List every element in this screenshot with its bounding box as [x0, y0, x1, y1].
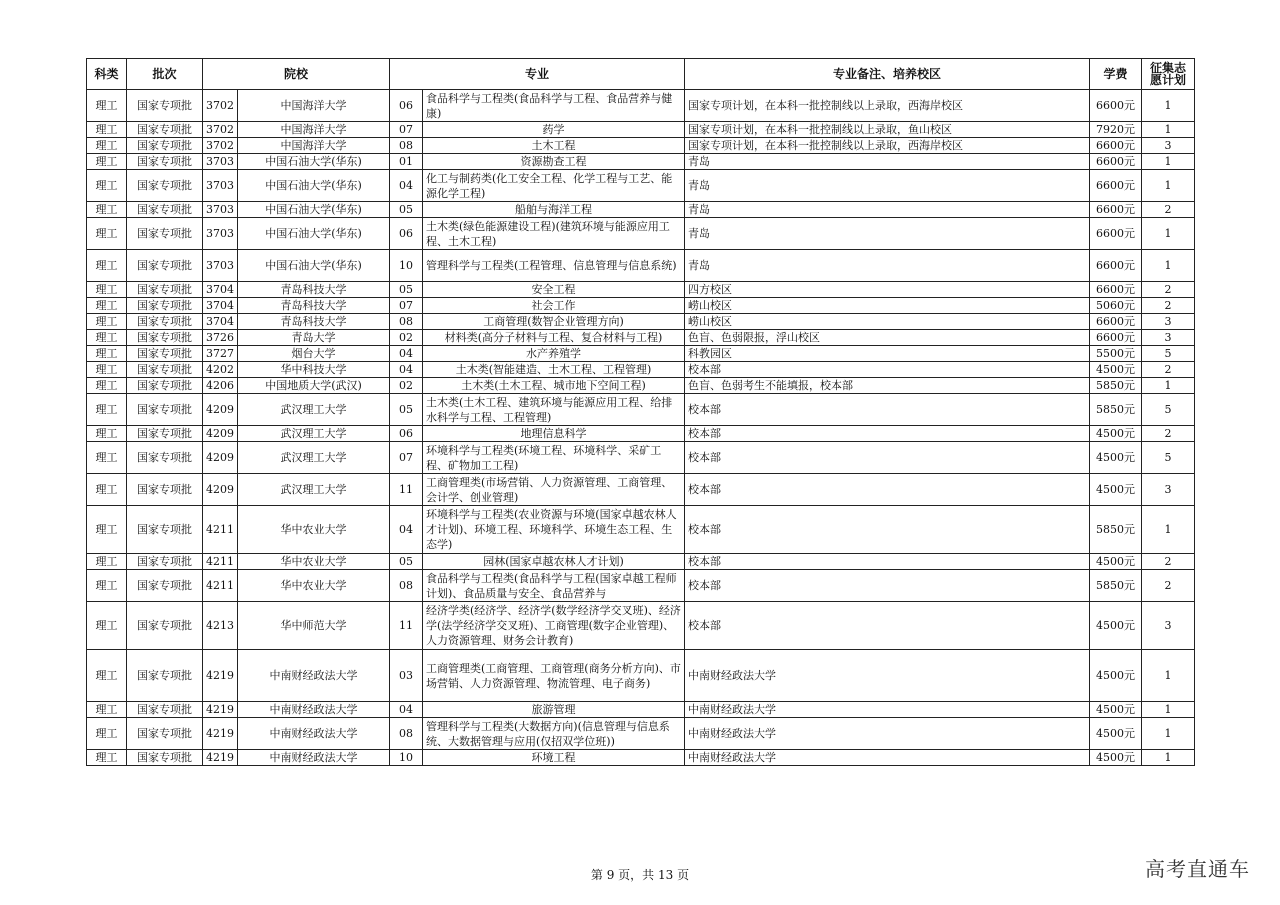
cell-major: 土木类(绿色能源建设工程)(建筑环境与能源应用工程、土木工程) — [423, 218, 685, 250]
cell-major-code: 06 — [390, 426, 423, 442]
cell-school-code: 4209 — [203, 474, 238, 506]
cell-school-code: 4219 — [203, 650, 238, 702]
cell-school: 中南财经政法大学 — [238, 702, 390, 718]
cell-category: 理工 — [87, 122, 127, 138]
table-row — [87, 218, 1195, 250]
cell-major: 土木类(土木工程、城市地下空间工程) — [423, 378, 685, 394]
cell-plan: 1 — [1142, 90, 1195, 122]
cell-fee: 5060元 — [1090, 298, 1142, 314]
table-row — [87, 602, 1195, 650]
table-row — [87, 298, 1195, 314]
cell-school: 华中农业大学 — [238, 570, 390, 602]
cell-plan: 2 — [1142, 570, 1195, 602]
cell-school: 中国海洋大学 — [238, 138, 390, 154]
cell-school-code: 3702 — [203, 122, 238, 138]
cell-batch: 国家专项批 — [127, 602, 203, 650]
cell-major: 食品科学与工程类(食品科学与工程、食品营养与健康) — [423, 90, 685, 122]
cell-batch: 国家专项批 — [127, 250, 203, 282]
cell-school-code: 3704 — [203, 282, 238, 298]
cell-major: 药学 — [423, 122, 685, 138]
cell-school-code: 3704 — [203, 314, 238, 330]
cell-school: 武汉理工大学 — [238, 394, 390, 426]
header-category: 科类 — [87, 59, 127, 90]
cell-major: 环境科学与工程类(环境工程、环境科学、采矿工程、矿物加工工程) — [423, 442, 685, 474]
table-row — [87, 426, 1195, 442]
cell-batch: 国家专项批 — [127, 442, 203, 474]
cell-batch: 国家专项批 — [127, 718, 203, 750]
cell-fee: 4500元 — [1090, 554, 1142, 570]
cell-major: 管理科学与工程类(工程管理、信息管理与信息系统) — [423, 250, 685, 282]
cell-school: 华中农业大学 — [238, 554, 390, 570]
cell-batch: 国家专项批 — [127, 154, 203, 170]
cell-category: 理工 — [87, 250, 127, 282]
table-header-row — [87, 59, 1195, 90]
cell-school: 青岛科技大学 — [238, 298, 390, 314]
cell-category: 理工 — [87, 90, 127, 122]
cell-batch: 国家专项批 — [127, 298, 203, 314]
cell-major-code: 04 — [390, 346, 423, 362]
cell-plan: 1 — [1142, 218, 1195, 250]
cell-batch: 国家专项批 — [127, 750, 203, 766]
cell-major: 资源勘查工程 — [423, 154, 685, 170]
cell-notes: 崂山校区 — [685, 314, 1090, 330]
cell-major: 工商管理(数智企业管理方向) — [423, 314, 685, 330]
cell-major-code: 06 — [390, 218, 423, 250]
cell-major: 土木类(智能建造、土木工程、工程管理) — [423, 362, 685, 378]
table-row — [87, 394, 1195, 426]
header-batch: 批次 — [127, 59, 203, 90]
cell-fee: 6600元 — [1090, 330, 1142, 346]
cell-school-code: 4219 — [203, 750, 238, 766]
cell-fee: 4500元 — [1090, 474, 1142, 506]
cell-category: 理工 — [87, 314, 127, 330]
cell-batch: 国家专项批 — [127, 554, 203, 570]
cell-fee: 5850元 — [1090, 394, 1142, 426]
cell-major: 安全工程 — [423, 282, 685, 298]
table-row — [87, 90, 1195, 122]
cell-plan: 2 — [1142, 298, 1195, 314]
cell-school: 中国石油大学(华东) — [238, 218, 390, 250]
cell-batch: 国家专项批 — [127, 346, 203, 362]
cell-major-code: 01 — [390, 154, 423, 170]
cell-batch: 国家专项批 — [127, 378, 203, 394]
table-row — [87, 250, 1195, 282]
cell-category: 理工 — [87, 426, 127, 442]
cell-notes: 校本部 — [685, 442, 1090, 474]
cell-notes: 色盲、色弱限报，浮山校区 — [685, 330, 1090, 346]
cell-batch: 国家专项批 — [127, 138, 203, 154]
cell-fee: 4500元 — [1090, 650, 1142, 702]
cell-major: 食品科学与工程类(食品科学与工程(国家卓越工程师计划)、食品质量与安全、食品营养与 — [423, 570, 685, 602]
header-plan: 征集志愿计划 — [1142, 59, 1195, 90]
cell-school-code: 3703 — [203, 154, 238, 170]
cell-fee: 6600元 — [1090, 314, 1142, 330]
cell-notes: 中南财经政法大学 — [685, 702, 1090, 718]
cell-notes: 色盲、色弱考生不能填报，校本部 — [685, 378, 1090, 394]
cell-fee: 4500元 — [1090, 362, 1142, 378]
cell-major-code: 06 — [390, 90, 423, 122]
cell-batch: 国家专项批 — [127, 202, 203, 218]
cell-fee: 5850元 — [1090, 378, 1142, 394]
cell-notes: 青岛 — [685, 202, 1090, 218]
cell-school-code: 3703 — [203, 202, 238, 218]
cell-school-code: 4209 — [203, 442, 238, 474]
cell-batch: 国家专项批 — [127, 218, 203, 250]
cell-batch: 国家专项批 — [127, 314, 203, 330]
cell-batch: 国家专项批 — [127, 122, 203, 138]
cell-major: 环境科学与工程类(农业资源与环境(国家卓越农林人才计划)、环境工程、环境科学、环境生态工程、生态学) — [423, 506, 685, 554]
table-row — [87, 750, 1195, 766]
cell-major-code: 07 — [390, 298, 423, 314]
cell-major: 地理信息科学 — [423, 426, 685, 442]
table-row — [87, 330, 1195, 346]
cell-plan: 1 — [1142, 154, 1195, 170]
cell-category: 理工 — [87, 378, 127, 394]
cell-school: 中南财经政法大学 — [238, 750, 390, 766]
cell-school: 中南财经政法大学 — [238, 718, 390, 750]
cell-plan: 3 — [1142, 474, 1195, 506]
cell-school-code: 4209 — [203, 426, 238, 442]
cell-batch: 国家专项批 — [127, 394, 203, 426]
cell-school: 青岛科技大学 — [238, 314, 390, 330]
cell-plan: 3 — [1142, 138, 1195, 154]
cell-category: 理工 — [87, 346, 127, 362]
cell-school: 中国石油大学(华东) — [238, 170, 390, 202]
cell-category: 理工 — [87, 202, 127, 218]
cell-notes: 中南财经政法大学 — [685, 650, 1090, 702]
cell-school-code: 3704 — [203, 298, 238, 314]
cell-category: 理工 — [87, 750, 127, 766]
cell-school: 武汉理工大学 — [238, 474, 390, 506]
table-row — [87, 122, 1195, 138]
cell-category: 理工 — [87, 554, 127, 570]
cell-school: 华中师范大学 — [238, 602, 390, 650]
cell-school: 烟台大学 — [238, 346, 390, 362]
cell-school-code: 4202 — [203, 362, 238, 378]
cell-fee: 7920元 — [1090, 122, 1142, 138]
cell-fee: 5850元 — [1090, 570, 1142, 602]
cell-notes: 校本部 — [685, 394, 1090, 426]
cell-notes: 校本部 — [685, 426, 1090, 442]
cell-notes: 校本部 — [685, 506, 1090, 554]
cell-major-code: 02 — [390, 378, 423, 394]
cell-batch: 国家专项批 — [127, 170, 203, 202]
cell-major: 社会工作 — [423, 298, 685, 314]
table-row — [87, 378, 1195, 394]
cell-fee: 6600元 — [1090, 250, 1142, 282]
table-row — [87, 346, 1195, 362]
cell-major-code: 02 — [390, 330, 423, 346]
cell-fee: 6600元 — [1090, 282, 1142, 298]
cell-school: 中南财经政法大学 — [238, 650, 390, 702]
cell-notes: 青岛 — [685, 170, 1090, 202]
cell-notes: 校本部 — [685, 570, 1090, 602]
cell-plan: 1 — [1142, 718, 1195, 750]
table-row — [87, 506, 1195, 554]
cell-major-code: 08 — [390, 570, 423, 602]
cell-plan: 5 — [1142, 442, 1195, 474]
header-fee: 学费 — [1090, 59, 1142, 90]
cell-notes: 中南财经政法大学 — [685, 718, 1090, 750]
cell-notes: 校本部 — [685, 362, 1090, 378]
cell-fee: 6600元 — [1090, 170, 1142, 202]
cell-school: 华中科技大学 — [238, 362, 390, 378]
page-number: 第 9 页，共 13 页 — [590, 868, 690, 882]
cell-school: 中国石油大学(华东) — [238, 202, 390, 218]
cell-major-code: 04 — [390, 702, 423, 718]
header-major: 专业 — [390, 59, 685, 90]
cell-major-code: 11 — [390, 602, 423, 650]
cell-school: 青岛科技大学 — [238, 282, 390, 298]
cell-batch: 国家专项批 — [127, 426, 203, 442]
cell-major: 经济学类(经济学、经济学(数学经济学交叉班)、经济学(法学经济学交叉班)、工商管理(数字企业管理)、人力资源管理、财务会计教育) — [423, 602, 685, 650]
cell-category: 理工 — [87, 702, 127, 718]
cell-category: 理工 — [87, 138, 127, 154]
cell-major: 土木工程 — [423, 138, 685, 154]
cell-school: 青岛大学 — [238, 330, 390, 346]
cell-school: 武汉理工大学 — [238, 426, 390, 442]
cell-major-code: 07 — [390, 122, 423, 138]
cell-school: 华中农业大学 — [238, 506, 390, 554]
cell-plan: 2 — [1142, 426, 1195, 442]
cell-school: 中国石油大学(华东) — [238, 154, 390, 170]
cell-category: 理工 — [87, 394, 127, 426]
cell-fee: 5850元 — [1090, 506, 1142, 554]
cell-category: 理工 — [87, 442, 127, 474]
cell-notes: 国家专项计划，在本科一批控制线以上录取，西海岸校区 — [685, 90, 1090, 122]
cell-major: 土木类(土木工程、建筑环境与能源应用工程、给排水科学与工程、工程管理) — [423, 394, 685, 426]
table-row — [87, 474, 1195, 506]
cell-school-code: 3702 — [203, 138, 238, 154]
header-school: 院校 — [203, 59, 390, 90]
cell-batch: 国家专项批 — [127, 90, 203, 122]
cell-fee: 6600元 — [1090, 218, 1142, 250]
table-row — [87, 570, 1195, 602]
cell-major: 环境工程 — [423, 750, 685, 766]
cell-fee: 6600元 — [1090, 138, 1142, 154]
cell-major-code: 07 — [390, 442, 423, 474]
cell-batch: 国家专项批 — [127, 330, 203, 346]
table-row — [87, 554, 1195, 570]
cell-category: 理工 — [87, 330, 127, 346]
cell-school: 中国海洋大学 — [238, 90, 390, 122]
table-row — [87, 718, 1195, 750]
cell-plan: 2 — [1142, 282, 1195, 298]
cell-school: 中国海洋大学 — [238, 122, 390, 138]
cell-major-code: 04 — [390, 170, 423, 202]
cell-major-code: 04 — [390, 506, 423, 554]
cell-plan: 1 — [1142, 650, 1195, 702]
cell-major-code: 08 — [390, 718, 423, 750]
cell-plan: 1 — [1142, 250, 1195, 282]
cell-category: 理工 — [87, 570, 127, 602]
cell-fee: 4500元 — [1090, 602, 1142, 650]
cell-major-code: 03 — [390, 650, 423, 702]
cell-fee: 6600元 — [1090, 154, 1142, 170]
cell-major: 旅游管理 — [423, 702, 685, 718]
cell-category: 理工 — [87, 170, 127, 202]
cell-school-code: 4211 — [203, 554, 238, 570]
cell-batch: 国家专项批 — [127, 282, 203, 298]
cell-notes: 国家专项计划，在本科一批控制线以上录取，鱼山校区 — [685, 122, 1090, 138]
cell-plan: 3 — [1142, 602, 1195, 650]
cell-major-code: 05 — [390, 202, 423, 218]
cell-plan: 1 — [1142, 750, 1195, 766]
cell-fee: 4500元 — [1090, 442, 1142, 474]
table-row — [87, 282, 1195, 298]
cell-major: 管理科学与工程类(大数据方向)(信息管理与信息系统、大数据管理与应用(仅招双学位班)) — [423, 718, 685, 750]
cell-notes: 四方校区 — [685, 282, 1090, 298]
cell-notes: 校本部 — [685, 554, 1090, 570]
cell-notes: 中南财经政法大学 — [685, 750, 1090, 766]
cell-school-code: 4211 — [203, 506, 238, 554]
cell-school-code: 4209 — [203, 394, 238, 426]
header-notes: 专业备注、培养校区 — [685, 59, 1090, 90]
cell-notes: 校本部 — [685, 474, 1090, 506]
table-row — [87, 138, 1195, 154]
table-row — [87, 314, 1195, 330]
cell-school-code: 4219 — [203, 718, 238, 750]
cell-major: 船舶与海洋工程 — [423, 202, 685, 218]
cell-category: 理工 — [87, 602, 127, 650]
cell-major: 工商管理类(工商管理、工商管理(商务分析方向)、市场营销、人力资源管理、物流管理、电子商务) — [423, 650, 685, 702]
cell-major-code: 10 — [390, 750, 423, 766]
cell-major: 材料类(高分子材料与工程、复合材料与工程) — [423, 330, 685, 346]
cell-notes: 青岛 — [685, 154, 1090, 170]
cell-plan: 5 — [1142, 394, 1195, 426]
table-row — [87, 154, 1195, 170]
table-row — [87, 650, 1195, 702]
cell-notes: 国家专项计划，在本科一批控制线以上录取，西海岸校区 — [685, 138, 1090, 154]
cell-fee: 4500元 — [1090, 426, 1142, 442]
cell-batch: 国家专项批 — [127, 506, 203, 554]
cell-school-code: 4213 — [203, 602, 238, 650]
cell-school-code: 3727 — [203, 346, 238, 362]
cell-major: 园林(国家卓越农林人才计划) — [423, 554, 685, 570]
cell-school-code: 3726 — [203, 330, 238, 346]
cell-fee: 5500元 — [1090, 346, 1142, 362]
cell-plan: 1 — [1142, 506, 1195, 554]
cell-batch: 国家专项批 — [127, 474, 203, 506]
cell-school: 中国地质大学(武汉) — [238, 378, 390, 394]
cell-plan: 1 — [1142, 122, 1195, 138]
cell-plan: 5 — [1142, 346, 1195, 362]
cell-school-code: 3703 — [203, 170, 238, 202]
cell-fee: 6600元 — [1090, 202, 1142, 218]
cell-school-code: 3703 — [203, 250, 238, 282]
cell-fee: 4500元 — [1090, 718, 1142, 750]
cell-major: 工商管理类(市场营销、人力资源管理、工商管理、会计学、创业管理) — [423, 474, 685, 506]
cell-notes: 校本部 — [685, 602, 1090, 650]
cell-major-code: 08 — [390, 314, 423, 330]
table-row — [87, 170, 1195, 202]
cell-school-code: 3703 — [203, 218, 238, 250]
cell-category: 理工 — [87, 718, 127, 750]
cell-category: 理工 — [87, 474, 127, 506]
cell-major-code: 05 — [390, 554, 423, 570]
cell-school-code: 4206 — [203, 378, 238, 394]
table-body — [87, 90, 1195, 766]
cell-fee: 6600元 — [1090, 90, 1142, 122]
cell-category: 理工 — [87, 506, 127, 554]
cell-plan: 3 — [1142, 330, 1195, 346]
cell-major-code: 08 — [390, 138, 423, 154]
cell-category: 理工 — [87, 362, 127, 378]
cell-school-code: 4211 — [203, 570, 238, 602]
table-row — [87, 702, 1195, 718]
table-row — [87, 202, 1195, 218]
cell-notes: 青岛 — [685, 218, 1090, 250]
cell-category: 理工 — [87, 282, 127, 298]
cell-fee: 4500元 — [1090, 702, 1142, 718]
cell-major-code: 05 — [390, 394, 423, 426]
cell-major: 水产养殖学 — [423, 346, 685, 362]
cell-school-code: 3702 — [203, 90, 238, 122]
cell-plan: 2 — [1142, 202, 1195, 218]
cell-category: 理工 — [87, 298, 127, 314]
cell-category: 理工 — [87, 650, 127, 702]
cell-notes: 青岛 — [685, 250, 1090, 282]
cell-major-code: 04 — [390, 362, 423, 378]
cell-school-code: 4219 — [203, 702, 238, 718]
cell-fee: 4500元 — [1090, 750, 1142, 766]
table-row — [87, 442, 1195, 474]
cell-plan: 2 — [1142, 554, 1195, 570]
cell-plan: 1 — [1142, 170, 1195, 202]
cell-batch: 国家专项批 — [127, 650, 203, 702]
cell-major: 化工与制药类(化工安全工程、化学工程与工艺、能源化学工程) — [423, 170, 685, 202]
cell-batch: 国家专项批 — [127, 362, 203, 378]
cell-major-code: 05 — [390, 282, 423, 298]
cell-plan: 3 — [1142, 314, 1195, 330]
cell-batch: 国家专项批 — [127, 702, 203, 718]
cell-category: 理工 — [87, 218, 127, 250]
cell-plan: 2 — [1142, 362, 1195, 378]
cell-notes: 崂山校区 — [685, 298, 1090, 314]
cell-plan: 1 — [1142, 378, 1195, 394]
cell-school: 武汉理工大学 — [238, 442, 390, 474]
cell-category: 理工 — [87, 154, 127, 170]
admission-plan-table — [86, 58, 1195, 766]
cell-notes: 科教园区 — [685, 346, 1090, 362]
cell-major-code: 11 — [390, 474, 423, 506]
cell-batch: 国家专项批 — [127, 570, 203, 602]
cell-school: 中国石油大学(华东) — [238, 250, 390, 282]
cell-plan: 1 — [1142, 702, 1195, 718]
watermark: 高考直通车 — [1145, 857, 1250, 881]
cell-major-code: 10 — [390, 250, 423, 282]
table-row — [87, 362, 1195, 378]
